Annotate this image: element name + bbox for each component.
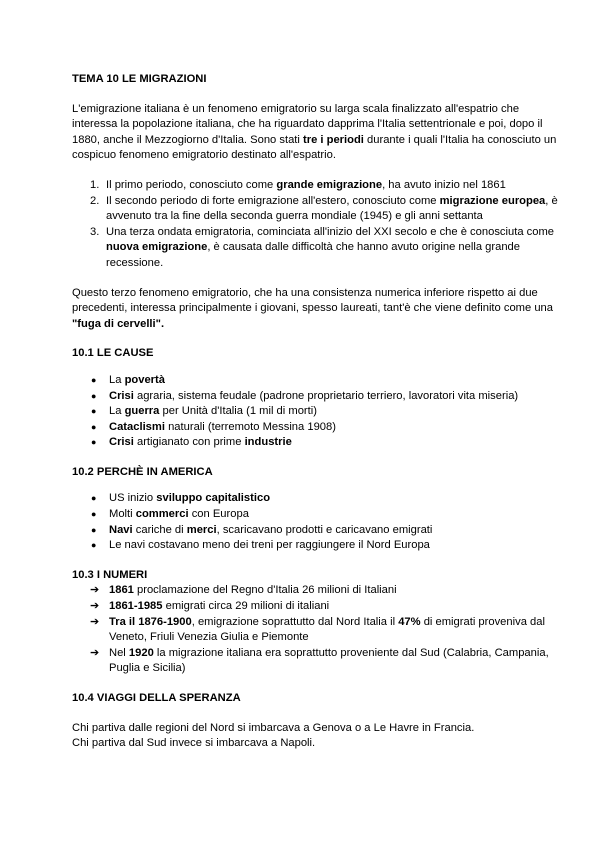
item-text: , scaricavano prodotti e caricavano emigrati	[216, 523, 433, 536]
item-text: proclamazione del Regno d'Italia 26 milioni di Italiani	[133, 584, 397, 597]
item-text: per Unità d'Italia (1 mil di morti)	[159, 405, 317, 418]
period-bold: nuova emigrazione	[106, 241, 208, 254]
item-text: Nel	[109, 646, 129, 659]
period-text: Il secondo periodo di forte emigrazione all'estero, conosciuto come	[106, 194, 440, 207]
item-text: artigianato con prime	[133, 436, 245, 449]
bullet-icon: ●	[91, 406, 97, 417]
period-bold: grande emigrazione	[276, 178, 383, 191]
list-item	[90, 615, 560, 646]
voyages-line-north: Chi partiva dalle regioni del Nord si imbarcava a Genova o a Le Havre in Francia.	[72, 721, 475, 734]
section-heading-causes: 10.1 LE CAUSE	[72, 347, 154, 360]
item-bold: industrie	[244, 436, 292, 449]
item-bold: guerra	[124, 405, 160, 418]
numbers-list	[72, 583, 560, 677]
list-item	[90, 646, 560, 677]
arrow-icon: ➔	[90, 584, 100, 597]
item-bold: 1920	[128, 646, 154, 659]
item-text: Le navi costavano meno dei treni per raggiungere il Nord Europa	[109, 539, 430, 552]
list-item	[91, 389, 560, 405]
causes-list	[72, 373, 560, 451]
item-text: La	[109, 405, 125, 418]
voyages-line-south: Chi partiva dal Sud invece si imbarcava a Napoli.	[72, 737, 316, 750]
list-number: 3.	[90, 225, 100, 238]
item-text: emigrati circa 29 milioni di italiani	[162, 600, 330, 613]
item-bold: 1861	[109, 584, 134, 597]
item-bold: 1861-1985	[109, 600, 163, 613]
list-item	[90, 599, 560, 615]
item-bold: povertà	[124, 373, 165, 386]
list-item	[90, 583, 560, 599]
item-text: di emigrati proveniva dal Veneto, Friuli Venezia Giulia e Piemonte	[109, 615, 545, 644]
third-text: Questo terzo fenomeno emigratorio, che ha una consistenza numerica inferiore rispetto ai due precedenti, interessa principalmente i giovani, spesso laureati, tant'è che viene definito come una	[72, 286, 553, 315]
list-number: 2.	[90, 194, 100, 207]
item-bold: Crisi	[109, 389, 134, 402]
bullet-icon: ●	[91, 524, 97, 535]
list-item	[91, 404, 560, 420]
third-bold: "fuga di cervelli".	[72, 317, 165, 330]
period-text: , è avvenuto tra la fine della seconda guerra mondiale (1945) e gli anni settanta	[106, 194, 558, 223]
intro-text-2: durante i quali l'Italia ha conosciuto un cospicuo fenomeno emigratorio destinato all'espatrio.	[72, 133, 557, 162]
item-text: US inizio	[109, 492, 157, 505]
periods-list	[72, 178, 560, 272]
item-bold: 47%	[398, 615, 421, 628]
list-item	[91, 523, 560, 539]
bullet-icon: ●	[91, 493, 97, 504]
intro-paragraph	[72, 102, 560, 164]
item-text: con Europa	[188, 508, 249, 521]
arrow-icon: ➔	[90, 615, 100, 628]
page-title: TEMA 10 LE MIGRAZIONI	[72, 73, 207, 85]
arrow-icon: ➔	[90, 600, 100, 613]
list-item	[91, 491, 560, 507]
list-item	[91, 507, 560, 523]
list-item	[91, 435, 560, 451]
period-text: Il primo periodo, conosciuto come	[106, 178, 277, 191]
item-bold: Cataclismi	[109, 420, 165, 433]
bullet-icon: ●	[91, 540, 97, 551]
item-bold: commerci	[135, 508, 189, 521]
bullet-icon: ●	[91, 421, 97, 432]
period-text: , è causata dalle difficoltà che hanno avuto origine nella grande recessione.	[106, 241, 520, 269]
intro-bold-1: tre i periodi	[303, 133, 364, 146]
bullet-icon: ●	[91, 509, 97, 520]
bullet-icon: ●	[91, 437, 97, 448]
item-bold: merci	[186, 523, 217, 536]
list-number: 1.	[90, 178, 100, 191]
item-text: la migrazione italiana era soprattutto proveniente dal Sud (Calabria, Campania, Puglia e Sicilia)	[109, 646, 549, 675]
bullet-icon: ●	[91, 374, 97, 385]
item-text: cariche di	[132, 523, 187, 536]
arrow-icon: ➔	[90, 646, 100, 659]
third-period-paragraph	[72, 286, 560, 333]
item-bold: sviluppo capitalistico	[156, 492, 271, 505]
period-item	[90, 178, 560, 194]
item-bold: Navi	[109, 523, 133, 536]
item-text: Molti	[109, 508, 136, 521]
list-item	[91, 538, 560, 554]
section-heading-voyages: 10.4 VIAGGI DELLA SPERANZA	[72, 692, 241, 704]
period-text: Una terza ondata emigratoria, cominciata all'inizio del XXI secolo e che è conosciuta come	[106, 225, 555, 238]
period-item	[90, 225, 560, 272]
section-heading-america: 10.2 PERCHÈ IN AMERICA	[72, 465, 213, 478]
list-item	[91, 420, 560, 436]
section-heading-numbers: 10.3 I NUMERI	[72, 568, 148, 581]
item-bold: Crisi	[109, 436, 134, 449]
item-text: La	[109, 373, 125, 386]
period-text: , ha avuto inizio nel 1861	[382, 178, 506, 191]
item-text: agraria, sistema feudale (padrone proprietario terriero, lavoratori vita miseria)	[133, 389, 519, 402]
item-text: , emigrazione soprattutto dal Nord Italia il	[191, 615, 399, 628]
america-list	[72, 491, 560, 553]
period-item	[90, 194, 560, 225]
period-bold: migrazione europea	[439, 194, 546, 207]
bullet-icon: ●	[91, 390, 97, 401]
item-text: naturali (terremoto Messina 1908)	[164, 420, 336, 433]
intro-text-1: L'emigrazione italiana è un fenomeno emigratorio su larga scala finalizzato all'espatrio che interessa la popolazione italiana, che ha riguardato dapprima l'Italia settentrionale e poi, dopo il 1880, anche il Mezzogiorno d'Italia. Sono stati	[72, 102, 543, 146]
list-item	[91, 373, 560, 389]
item-bold: Tra il 1876-1900	[109, 615, 192, 628]
